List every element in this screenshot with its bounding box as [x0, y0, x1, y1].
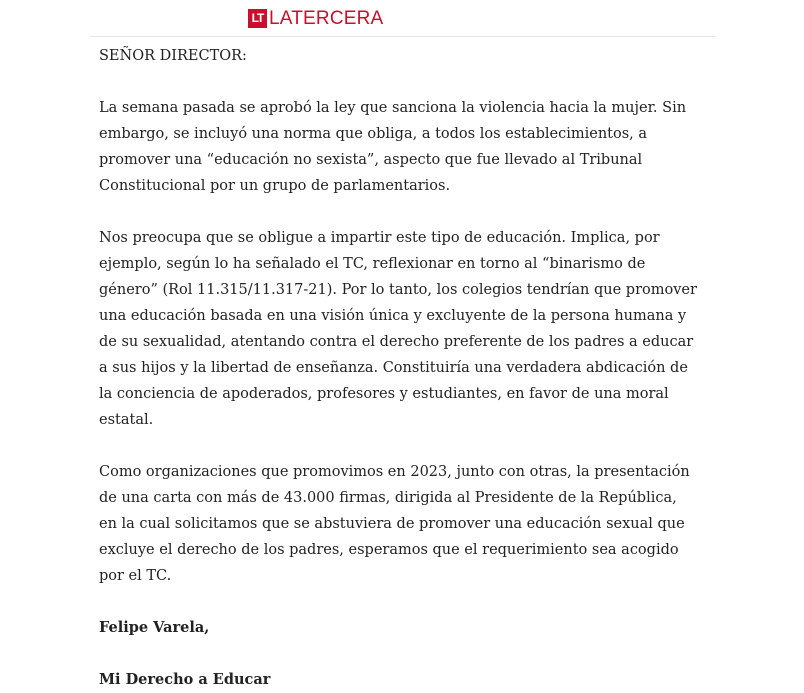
logo-text: LATERCERA: [269, 7, 384, 29]
letter-paragraph-3: Como organizaciones que promovimos en 2023, junto con otras, la presentación de una carta con más de 43.000 firmas, dirigida al Presidente de la República, en la cual solicitamos que se abstuviera de promover una educación sexual que excluye el derecho de los padres, esperamos que el requerimiento sea acogido por el TC.: [99, 464, 690, 584]
letter-body: [99, 43, 699, 693]
logo-mark: LT: [248, 9, 267, 28]
letter-paragraph-2: Nos preocupa que se obligue a impartir este tipo de educación. Implica, por ejemplo, según lo ha señalado el TC, reflexionar en torno al “binarismo de género” (Rol 11.315/11.317-21). Por lo tanto, los colegios tendrían que promover una educación basada en una visión única y excluyente de la persona humana y de su sexualidad, atentando contra el derecho preferente de los padres a educar a sus hijos y la libertad de enseñanza. Constituiría una verdadera abdicación de la conciencia de apoderados, profesores y estudiantes, en favor de una moral estatal.: [99, 230, 697, 428]
site-header: [0, 0, 804, 36]
letter-salutation: SEÑOR DIRECTOR:: [99, 48, 247, 64]
header-divider: [90, 36, 716, 37]
la-tercera-logo[interactable]: [248, 8, 383, 28]
signature-name: Felipe Varela,: [99, 619, 210, 636]
letter-paragraph-1: La semana pasada se aprobó la ley que sanciona la violencia hacia la mujer. Sin embargo, se incluyó una norma que obliga, a todos los establecimientos, a promover una “educación no sexista”, aspecto que fue llevado al Tribunal Constitucional por un grupo de parlamentarios.: [99, 100, 687, 194]
signature-organization: Mi Derecho a Educar: [99, 671, 271, 688]
